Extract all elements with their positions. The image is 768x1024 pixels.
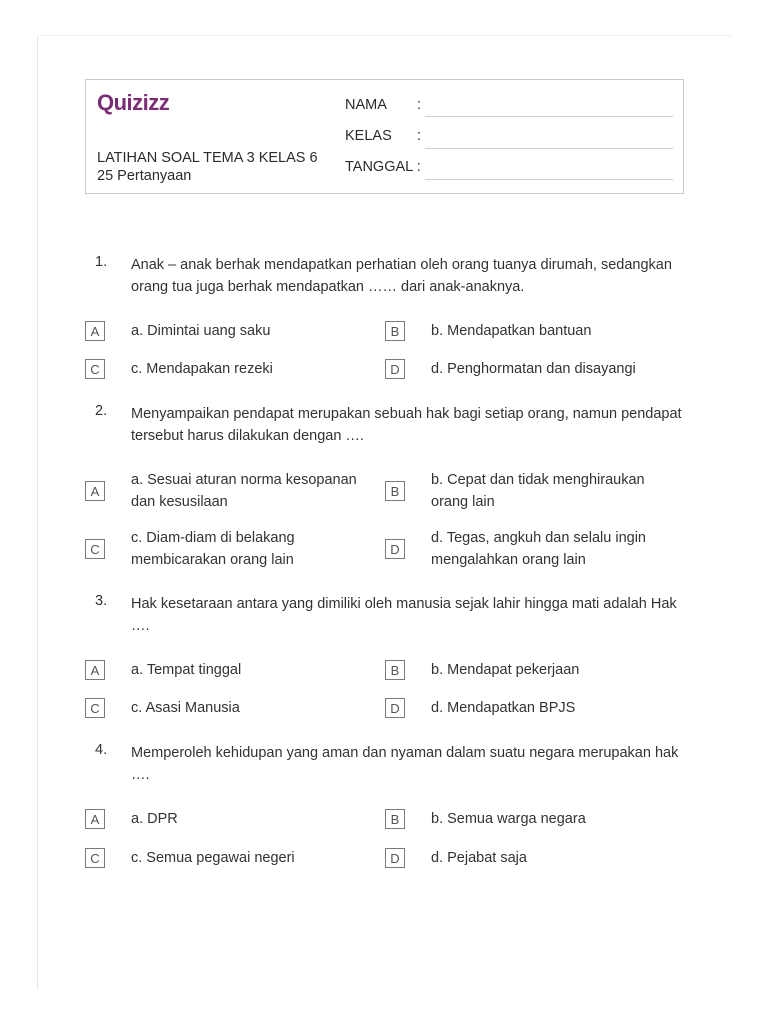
option-letter-box[interactable]: D bbox=[385, 848, 405, 868]
option-text: c. Asasi Manusia bbox=[131, 700, 240, 716]
option-text: a. Sesuai aturan norma kesopanan dan kesusilaan bbox=[131, 472, 357, 510]
option-text: a. DPR bbox=[131, 811, 178, 827]
option-letter-box[interactable]: A bbox=[85, 809, 105, 829]
option-text: d. Pejabat saja bbox=[431, 850, 527, 866]
question-number: 2. bbox=[95, 403, 108, 419]
option-letter-box[interactable]: C bbox=[85, 698, 105, 718]
option-text: d. Tegas, angkuh dan selalu ingin mengalahkan orang lain bbox=[431, 530, 646, 568]
option-text: a. Tempat tinggal bbox=[131, 662, 242, 678]
option-letter-box[interactable]: A bbox=[85, 660, 105, 680]
option-text: b. Mendapat pekerjaan bbox=[431, 662, 580, 678]
question-text: Menyampaikan pendapat merupakan sebuah hak bagi setiap orang, namun pendapat tersebut harus dilakukan dengan …. bbox=[131, 406, 682, 444]
option-letter-box[interactable]: B bbox=[385, 321, 405, 341]
option-letter-box[interactable]: D bbox=[385, 539, 405, 559]
option-text: d. Mendapatkan BPJS bbox=[431, 700, 576, 716]
option-text: b. Semua warga negara bbox=[431, 811, 586, 827]
option-text: c. Mendapakan rezeki bbox=[131, 361, 273, 377]
name-colon: : bbox=[417, 97, 422, 113]
option-letter-box[interactable]: A bbox=[85, 321, 105, 341]
option-text: b. Mendapatkan bantuan bbox=[431, 323, 592, 339]
option-text: b. Cepat dan tidak menghiraukan orang lain bbox=[431, 472, 645, 510]
option-letter-box[interactable]: C bbox=[85, 848, 105, 868]
option-letter-box[interactable]: B bbox=[385, 660, 405, 680]
option-letter-box[interactable]: C bbox=[85, 539, 105, 559]
worksheet-title: LATIHAN SOAL TEMA 3 KELAS 6 bbox=[97, 150, 318, 166]
class-field-line[interactable] bbox=[425, 148, 673, 149]
page-edge-left bbox=[37, 36, 38, 990]
question-number: 3. bbox=[95, 593, 108, 609]
name-field-line[interactable] bbox=[425, 116, 673, 117]
option-letter-box[interactable]: C bbox=[85, 359, 105, 379]
class-colon: : bbox=[417, 128, 422, 144]
date-label: TANGGAL : bbox=[345, 159, 421, 175]
name-label: NAMA bbox=[345, 97, 387, 113]
option-text: a. Dimintai uang saku bbox=[131, 323, 271, 339]
option-letter-box[interactable]: B bbox=[385, 809, 405, 829]
worksheet-title-block bbox=[97, 149, 318, 185]
page-edge-top bbox=[38, 35, 732, 36]
question-text: Hak kesetaraan antara yang dimiliki oleh manusia sejak lahir hingga mati adalah Hak …. bbox=[131, 596, 677, 634]
question-number: 1. bbox=[95, 254, 108, 270]
option-letter-box[interactable]: D bbox=[385, 359, 405, 379]
option-letter-box[interactable]: A bbox=[85, 481, 105, 501]
option-text: d. Penghormatan dan disayangi bbox=[431, 361, 636, 377]
option-text: c. Semua pegawai negeri bbox=[131, 850, 295, 866]
question-count: 25 Pertanyaan bbox=[97, 168, 192, 184]
quizizz-logo: Quizizz bbox=[97, 90, 170, 115]
worksheet-header bbox=[85, 79, 684, 194]
question-number: 4. bbox=[95, 742, 108, 758]
class-label: KELAS bbox=[345, 128, 392, 144]
option-letter-box[interactable]: B bbox=[385, 481, 405, 501]
option-letter-box[interactable]: D bbox=[385, 698, 405, 718]
question-text: Anak – anak berhak mendapatkan perhatian oleh orang tuanya dirumah, sedangkan orang tua juga berhak mendapatkan …… dari anak-anaknya. bbox=[131, 257, 672, 295]
question-text: Memperoleh kehidupan yang aman dan nyaman dalam suatu negara merupakan hak …. bbox=[131, 745, 679, 783]
option-text: c. Diam-diam di belakang membicarakan orang lain bbox=[131, 530, 295, 568]
date-field-line[interactable] bbox=[425, 179, 673, 180]
